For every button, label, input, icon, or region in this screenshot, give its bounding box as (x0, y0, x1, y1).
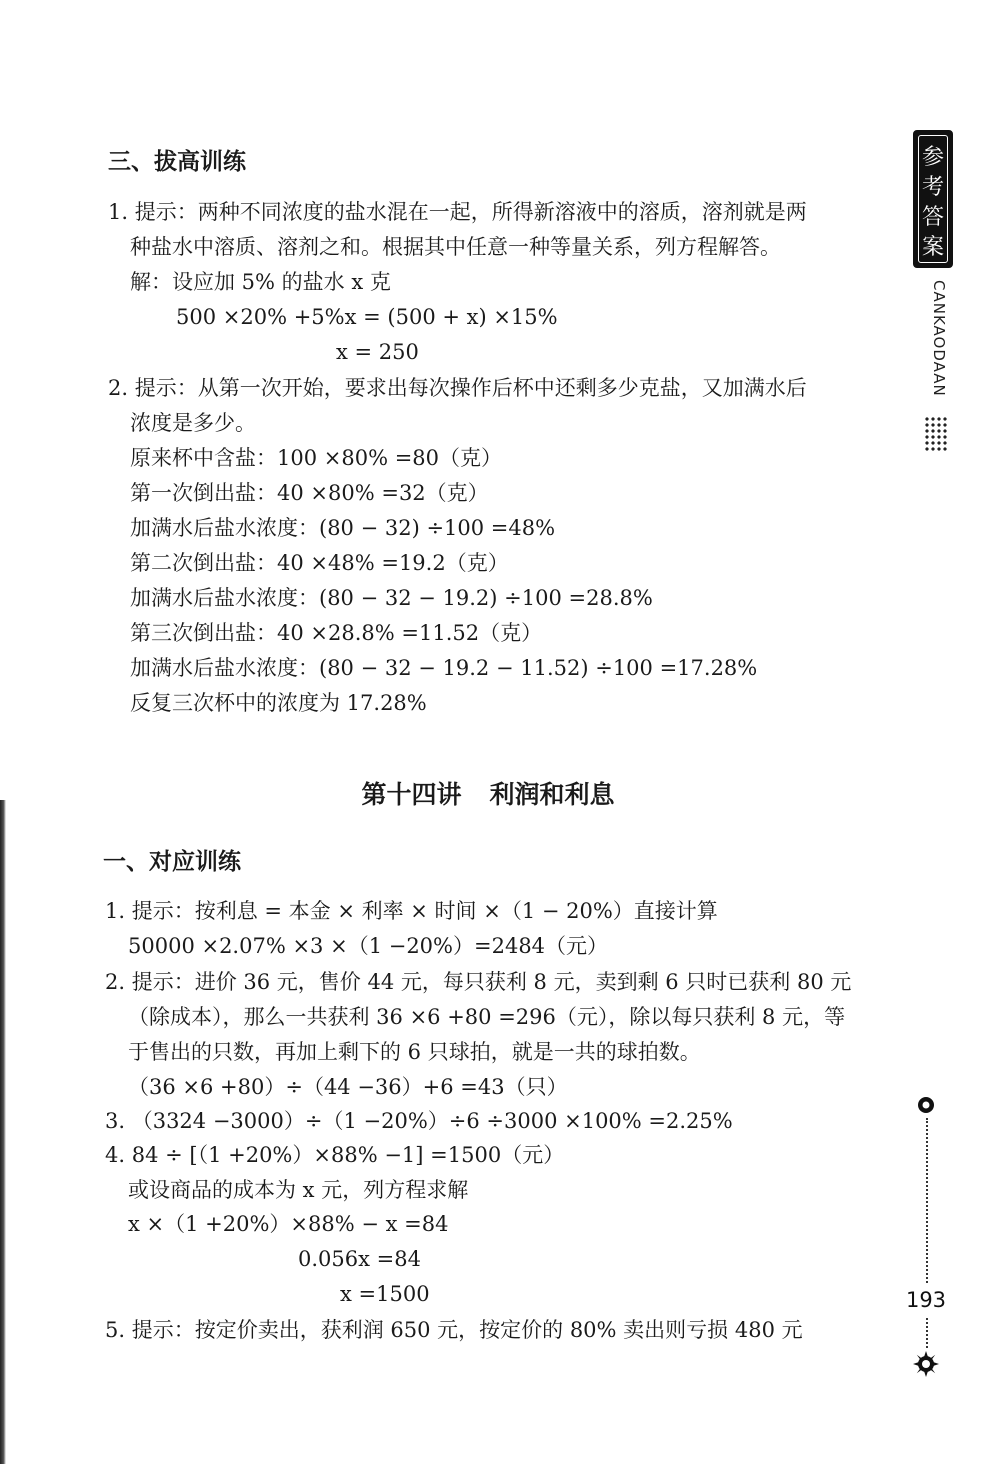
section-heading-corresponding-training: 一、对应训练 (103, 849, 241, 875)
binding-edge-shadow (0, 800, 6, 1464)
text-line: 反复三次杯中的浓度为 17.28% (130, 691, 427, 715)
text-line: 解：设应加 5% 的盐水 x 克 (130, 270, 391, 294)
text-line: 第三次倒出盐：40 ×28.8% =11.52（克） (130, 621, 543, 645)
text-line: 原来杯中含盐：100 ×80% =80（克） (130, 446, 503, 470)
text-line: 3. （3324 −3000）÷（1 −20%）÷6 ÷3000 ×100% =2.25% (105, 1109, 733, 1133)
text-line: 50000 ×2.07% ×3 ×（1 −20%）=2484（元） (128, 934, 609, 958)
text-line: 于售出的只数，再加上剩下的 6 只球拍，就是一共的球拍数。 (128, 1040, 701, 1064)
text-line: 种盐水中溶质、溶剂之和。根据其中任意一种等量关系，列方程解答。 (130, 235, 781, 259)
lecture-number: 第十四讲 (361, 780, 462, 809)
dot-grid-ornament (924, 416, 948, 452)
text-line: 4. 84 ÷ [（1 +20%）×88% −1] =1500（元） (105, 1143, 565, 1167)
text-line: （除成本），那么一共获利 36 ×6 +80 =296（元），除以每只获利 8 元，等 (128, 1005, 846, 1029)
text-line: 2. 提示：进价 36 元，售价 44 元，每只获利 8 元，卖到剩 6 只时已获利 80 元 (105, 970, 852, 994)
tab-char: 考 (921, 175, 944, 200)
text-line: 1. 提示：两种不同浓度的盐水混在一起，所得新溶液中的溶质，溶剂就是两 (108, 200, 807, 224)
tab-char: 参 (921, 145, 944, 170)
text-line: 第二次倒出盐：40 ×48% =19.2（克） (130, 551, 509, 575)
text-line: 加满水后盐水浓度：(80 − 32) ÷100 =48% (130, 516, 556, 540)
equation-line: x =1500 (340, 1282, 430, 1306)
equation-line: 500 ×20% +5%x = (500 + x) ×15% (176, 305, 558, 329)
sun-icon (912, 1350, 940, 1378)
dotted-margin-line (926, 1118, 928, 1283)
answer-tab (913, 130, 953, 268)
lecture-topic: 利润和利息 (489, 780, 615, 809)
text-line: （36 ×6 +80）÷（44 −36）+6 =43（只） (128, 1075, 568, 1099)
dotted-margin-line (926, 1318, 928, 1348)
lecture-title (0, 775, 976, 811)
tab-char: 答 (921, 205, 944, 230)
text-line: 2. 提示：从第一次开始，要求出每次操作后杯中还剩多少克盐，又加满水后 (108, 376, 807, 400)
section-heading-advanced-training: 三、拔高训练 (108, 149, 246, 175)
tab-romanization: CANKAODAAN (930, 280, 948, 397)
equation-line: 0.056x =84 (298, 1247, 421, 1271)
text-line: 浓度是多少。 (130, 411, 256, 435)
equation-line: x = 250 (336, 340, 419, 364)
equation-line: x ×（1 +20%）×88% − x =84 (128, 1212, 449, 1236)
text-line: 5. 提示：按定价卖出，获利润 650 元，按定价的 80% 卖出则亏损 480 元 (105, 1318, 803, 1342)
text-line: 加满水后盐水浓度：(80 − 32 − 19.2) ÷100 =28.8% (130, 586, 653, 610)
flower-icon (916, 1095, 936, 1115)
text-line: 第一次倒出盐：40 ×80% =32（克） (130, 481, 489, 505)
page-number: 193 (905, 1288, 947, 1312)
text-line: 1. 提示：按利息 = 本金 × 利率 × 时间 ×（1 − 20%）直接计算 (105, 899, 718, 923)
tab-char: 案 (921, 235, 944, 260)
text-line: 加满水后盐水浓度：(80 − 32 − 19.2 − 11.52) ÷100 =17.28% (130, 656, 758, 680)
text-line: 或设商品的成本为 x 元，列方程求解 (128, 1178, 469, 1202)
